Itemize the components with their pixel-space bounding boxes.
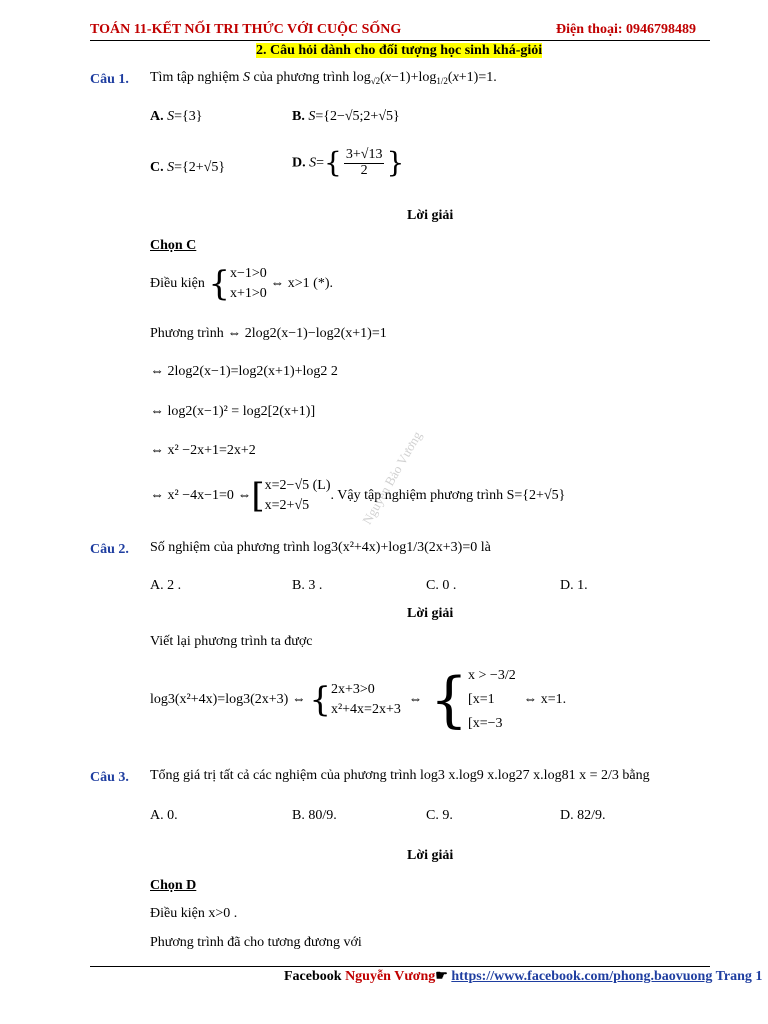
q3-label: Câu 3. xyxy=(90,770,129,785)
q1-step2: ⇔ 2log2(x−1)=log2(x+1)+log2 2 xyxy=(150,364,338,379)
q1-solution-title: Lời giải xyxy=(407,208,454,223)
q3-option-b[interactable]: B. 80/9. xyxy=(292,808,337,823)
q3-option-a[interactable]: A. 0. xyxy=(150,808,178,823)
q3-option-d[interactable]: D. 82/9. xyxy=(560,808,606,823)
footer-facebook-label: Facebook xyxy=(284,969,342,984)
section-title: 2. Câu hỏi dành cho đối tượng học sinh khá-giỏi xyxy=(256,43,543,58)
q3-stem: Tổng giá trị tất cả các nghiệm của phương trình log3 x.log9 x.log27 x.log81 x = 2/3 bằng xyxy=(150,768,650,783)
header-divider xyxy=(90,40,710,41)
q3-condition: Điều kiện x>0 . xyxy=(150,906,238,921)
q2-label: Câu 2. xyxy=(90,542,129,557)
hand-pointer-icon: ☛ xyxy=(435,969,448,984)
q2-option-a[interactable]: A. 2 . xyxy=(150,578,182,593)
q1-stem: Tìm tập nghiệm S của phương trình $\log_{√2}(x-1)+\log_{1/2}(x+1)=1$. xyxy=(150,70,497,86)
q1-option-c[interactable]: C. S={2+√5} xyxy=(150,160,226,175)
q2-option-b[interactable]: B. 3 . xyxy=(292,578,323,593)
header-left: TOÁN 11-KẾT NỐI TRI THỨC VỚI CUỘC SỐNG xyxy=(90,22,402,37)
q1-step1: Phương trình ⇔ 2log2(x−1)−log2(x+1)=1 xyxy=(150,326,387,341)
header-right: Điện thoại: 0946798489 xyxy=(556,22,696,37)
q2-intro: Viết lại phương trình ta được xyxy=(150,634,313,649)
q2-option-c[interactable]: C. 0 . xyxy=(426,578,457,593)
q1-step4: ⇔ x² −2x+1=2x+2 xyxy=(150,443,256,458)
footer-link[interactable]: https://www.facebook.com/phong.baovuong xyxy=(451,969,713,984)
q3-equivalent-intro: Phương trình đã cho tương đương với xyxy=(150,935,362,950)
q1-label: Câu 1. xyxy=(90,72,129,87)
q1-step5: ⇔ x² −4x−1=0 ⇔[ x=2−√5 (L) x=2+√5 . Vậy tập nghiệm phương trình S={2+√5} xyxy=(150,476,566,516)
q2-solution-title: Lời giải xyxy=(407,606,454,621)
q3-choice: Chọn D xyxy=(150,878,197,893)
q3-solution-title: Lời giải xyxy=(407,848,454,863)
q1-step3: ⇔ log2(x−1)² = log2[2(x+1)] xyxy=(150,404,316,419)
q1-option-a[interactable]: A. S={3} xyxy=(150,109,203,124)
q3-option-c[interactable]: C. 9. xyxy=(426,808,453,823)
q1-choice: Chọn C xyxy=(150,238,197,253)
footer-divider xyxy=(90,966,710,967)
q2-stem: Số nghiệm của phương trình log3(x²+4x)+log1/3(2x+3)=0 là xyxy=(150,540,491,555)
footer-author[interactable]: Nguyễn Vương xyxy=(345,969,436,984)
q1-option-b[interactable]: B. S={2−√5;2+√5} xyxy=(292,109,400,124)
footer xyxy=(284,968,762,985)
q2-solution-eq: log3(x²+4x)=log3(2x+3) ⇔ { 2x+3>0 x²+4x=2x+3 ⇔ { x > −3/2 [x=1 [x=−3 ⇔ x=1. xyxy=(150,665,567,735)
watermark: Nguyễn Bảo Vương xyxy=(359,428,425,527)
q2-option-d[interactable]: D. 1. xyxy=(560,578,588,593)
q1-condition: Điều kiện { x−1>0 x+1>0 ⇔ x>1 (*). xyxy=(150,264,333,304)
footer-page: Trang 1 xyxy=(715,969,763,984)
q1-option-d[interactable]: D. S={ $\frac{3+√13}{2}$ } xyxy=(292,146,405,180)
